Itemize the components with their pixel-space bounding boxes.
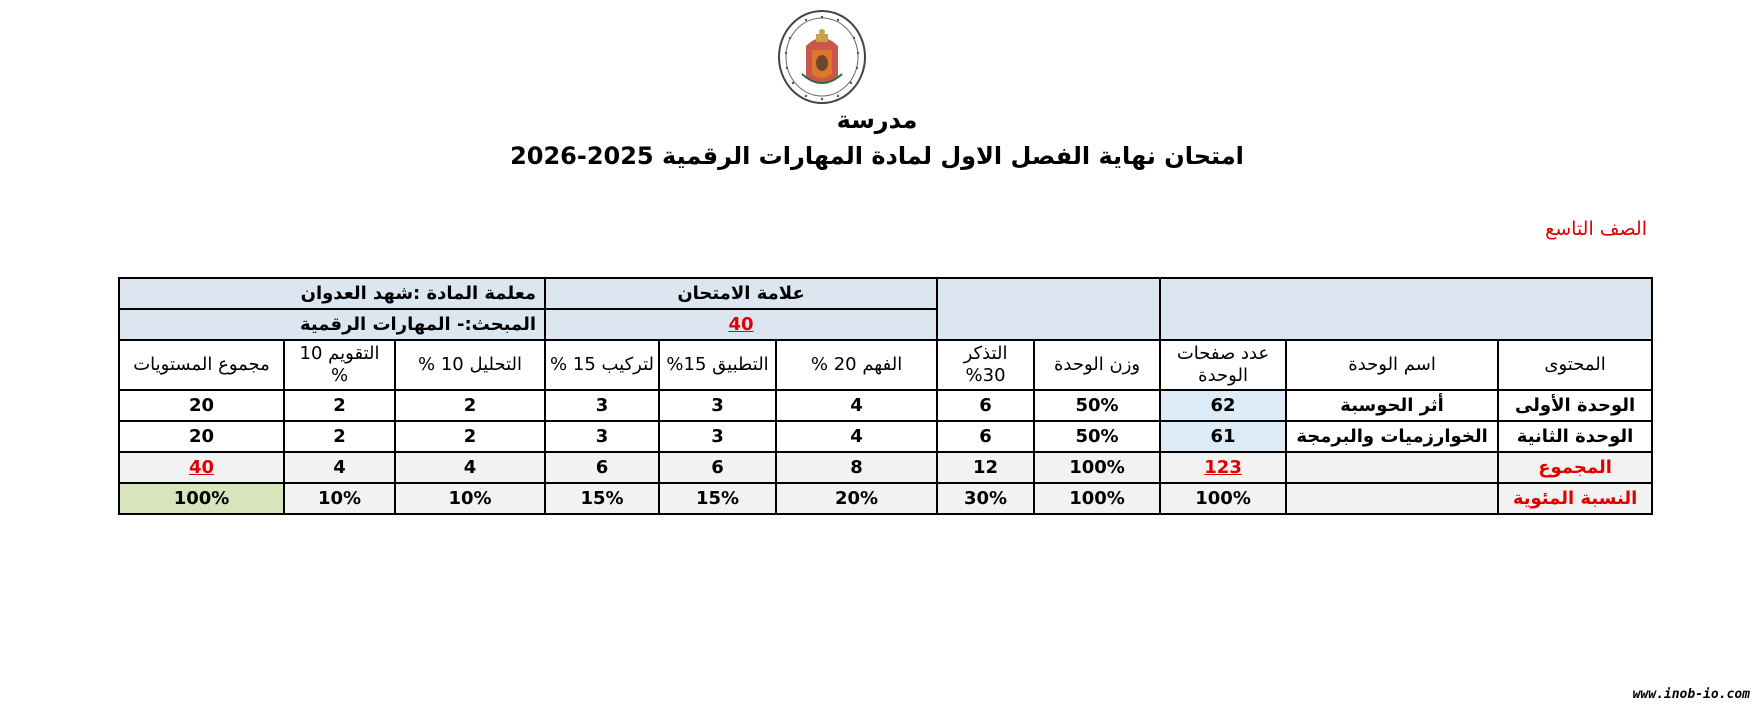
percent-analysis: 10% bbox=[395, 483, 545, 514]
row-content: الوحدة الأولى bbox=[1498, 390, 1652, 421]
table-row bbox=[119, 390, 1652, 421]
row-pages: 62 bbox=[1160, 390, 1286, 421]
row-evaluation: 2 bbox=[284, 421, 395, 452]
row-apply: 3 bbox=[659, 390, 776, 421]
total-weight: 100% bbox=[1034, 452, 1160, 483]
percent-remember: 30% bbox=[937, 483, 1034, 514]
row-total-levels: 20 bbox=[119, 421, 284, 452]
total-row bbox=[119, 452, 1652, 483]
total-synthesis: 6 bbox=[545, 452, 659, 483]
exam-title: امتحان نهاية الفصل الاول لمادة المهارات الرقمية 2025-2026 bbox=[510, 142, 1244, 170]
col-synthesis: لتركيب 15 % bbox=[545, 340, 659, 390]
col-total-levels: مجموع المستويات bbox=[119, 340, 284, 390]
total-pages: 123 bbox=[1160, 452, 1286, 483]
total-analysis: 4 bbox=[395, 452, 545, 483]
exam-mark-label: علامة الامتحان bbox=[545, 278, 937, 309]
row-evaluation: 2 bbox=[284, 390, 395, 421]
footer-url: www.inob-io.com bbox=[1632, 687, 1750, 702]
col-content: المحتوى bbox=[1498, 340, 1652, 390]
total-understand: 8 bbox=[776, 452, 937, 483]
percent-row bbox=[119, 483, 1652, 514]
col-understand: الفهم 20 % bbox=[776, 340, 937, 390]
row-synthesis: 3 bbox=[545, 421, 659, 452]
table-row bbox=[119, 421, 1652, 452]
info-row-1 bbox=[119, 278, 1652, 309]
percent-synthesis: 15% bbox=[545, 483, 659, 514]
ministry-logo-icon bbox=[776, 8, 868, 106]
total-remember: 12 bbox=[937, 452, 1034, 483]
percent-total-levels: 100% bbox=[119, 483, 284, 514]
specification-table bbox=[118, 277, 1653, 515]
total-evaluation: 4 bbox=[284, 452, 395, 483]
row-total-levels: 20 bbox=[119, 390, 284, 421]
blank-header-cell bbox=[1160, 278, 1652, 340]
row-remember: 6 bbox=[937, 421, 1034, 452]
row-synthesis: 3 bbox=[545, 390, 659, 421]
subject-name: المبحث:- المهارات الرقمية bbox=[119, 309, 545, 340]
percent-weight: 100% bbox=[1034, 483, 1160, 514]
row-analysis: 2 bbox=[395, 390, 545, 421]
percent-pages: 100% bbox=[1160, 483, 1286, 514]
row-pages: 61 bbox=[1160, 421, 1286, 452]
teacher-name: معلمة المادة :شهد العدوان bbox=[119, 278, 545, 309]
school-name: مدرسة bbox=[836, 106, 918, 134]
col-evaluation: التقويم 10 % bbox=[284, 340, 395, 390]
col-apply: التطبيق 15% bbox=[659, 340, 776, 390]
row-analysis: 2 bbox=[395, 421, 545, 452]
col-pages: عدد صفحات الوحدة bbox=[1160, 340, 1286, 390]
row-understand: 4 bbox=[776, 421, 937, 452]
row-weight: 50% bbox=[1034, 390, 1160, 421]
col-remember: التذكر 30% bbox=[937, 340, 1034, 390]
total-label: المجموع bbox=[1498, 452, 1652, 483]
total-levels: 40 bbox=[119, 452, 284, 483]
row-understand: 4 bbox=[776, 390, 937, 421]
row-unit-name: الخوارزميات والبرمجة bbox=[1286, 421, 1498, 452]
column-header-row bbox=[119, 340, 1652, 390]
total-unit-name bbox=[1286, 452, 1498, 483]
percent-apply: 15% bbox=[659, 483, 776, 514]
blank-header-cell bbox=[937, 278, 1160, 340]
row-apply: 3 bbox=[659, 421, 776, 452]
row-weight: 50% bbox=[1034, 421, 1160, 452]
row-content: الوحدة الثانية bbox=[1498, 421, 1652, 452]
percent-understand: 20% bbox=[776, 483, 937, 514]
percent-unit-name bbox=[1286, 483, 1498, 514]
col-weight: وزن الوحدة bbox=[1034, 340, 1160, 390]
col-analysis: التحليل 10 % bbox=[395, 340, 545, 390]
total-apply: 6 bbox=[659, 452, 776, 483]
col-unit-name: اسم الوحدة bbox=[1286, 340, 1498, 390]
row-remember: 6 bbox=[937, 390, 1034, 421]
exam-mark-value: 40 bbox=[545, 309, 937, 340]
percent-label: النسبة المئوية bbox=[1498, 483, 1652, 514]
row-unit-name: أثر الحوسبة bbox=[1286, 390, 1498, 421]
percent-evaluation: 10% bbox=[284, 483, 395, 514]
grade-label: الصف التاسع bbox=[1545, 218, 1647, 240]
